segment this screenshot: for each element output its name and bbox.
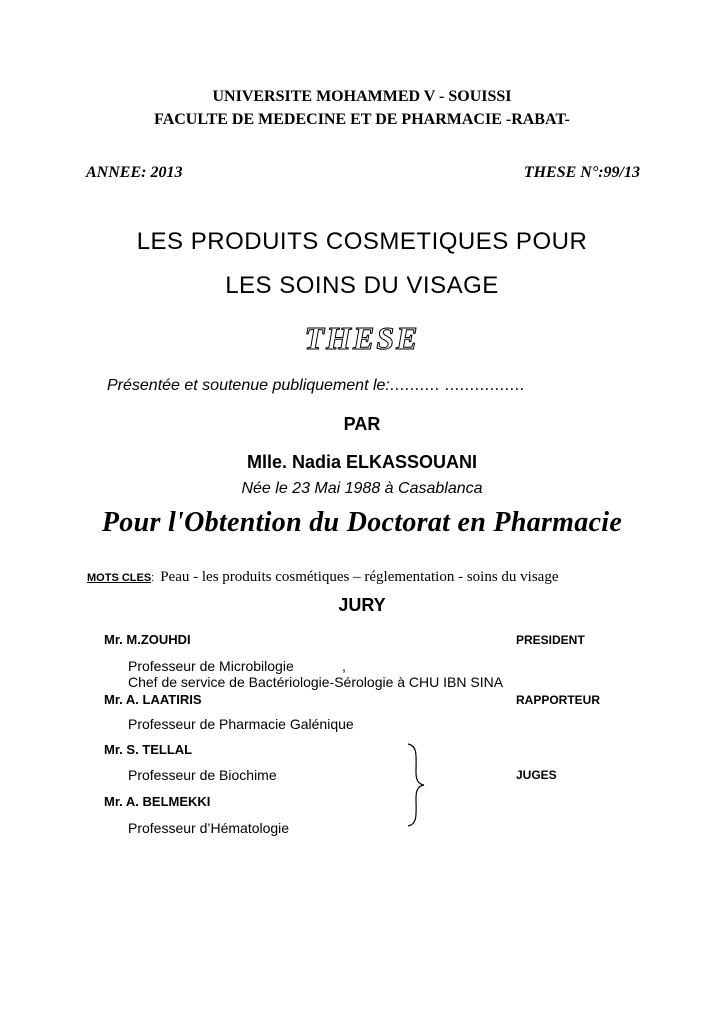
jury-member-role: PRESIDENT <box>516 633 585 647</box>
year-label: ANNEE: 2013 <box>86 164 183 181</box>
jury-member-name: Mr. A. LAATIRIS <box>104 692 202 707</box>
university-name: UNIVERSITE MOHAMMED V - SOUISSI <box>212 88 512 105</box>
jury-judges-role: JUGES <box>516 768 557 782</box>
thesis-number: THESE N°:99/13 <box>523 164 640 181</box>
presentation-dots: .......... ................ <box>389 377 525 394</box>
thesis-title-line2: LES SOINS DU VISAGE <box>225 272 499 299</box>
keywords-label: MOTS CLES <box>87 572 152 584</box>
author-name: Mlle. Nadia ELKASSOUANI <box>246 452 478 472</box>
jury-member-role: RAPPORTEUR <box>516 693 601 707</box>
jury-member-name: Mr. S. TELLAL <box>104 742 193 757</box>
jury-member-desc: Chef de service de Bactériologie-Sérologie à CHU IBN SINA <box>128 674 504 690</box>
jury-member-desc: Professeur de Pharmacie Galénique <box>128 716 354 732</box>
author-birth: Née le 23 Mai 1988 à Casablanca <box>241 480 483 497</box>
faculty-name: FACULTE DE MEDECINE ET DE PHARMACIE -RABAT- <box>154 111 570 128</box>
keywords-value: Peau - les produits cosmétiques – réglementation - soins du visage <box>160 569 559 585</box>
thesis-title-line1: LES PRODUITS COSMETIQUES POUR <box>136 228 588 255</box>
jury-heading: JURY <box>338 595 386 615</box>
jury-member-name: Mr. M.ZOUHDI <box>104 632 191 647</box>
jury-member-name: Mr. A. BELMEKKI <box>104 794 211 809</box>
presentation-line <box>107 377 525 395</box>
these-heading: THESE <box>304 320 420 356</box>
keywords-colon: : <box>151 572 155 584</box>
keywords-line <box>87 569 559 586</box>
jury-member-desc: Professeur de Biochime <box>128 767 277 783</box>
jury-member-desc: Professeur de Microbilogie <box>128 658 294 674</box>
jury-member-desc: Professeur d’Hématologie <box>128 820 290 836</box>
presentation-text: Présentée et soutenue publiquement le: <box>107 377 390 394</box>
degree-line: Pour l'Obtention du Doctorat en Pharmacie <box>101 507 623 538</box>
jury-member-comma: , <box>342 658 346 674</box>
judges-brace-icon <box>400 742 430 828</box>
par-label: PAR <box>343 414 381 434</box>
